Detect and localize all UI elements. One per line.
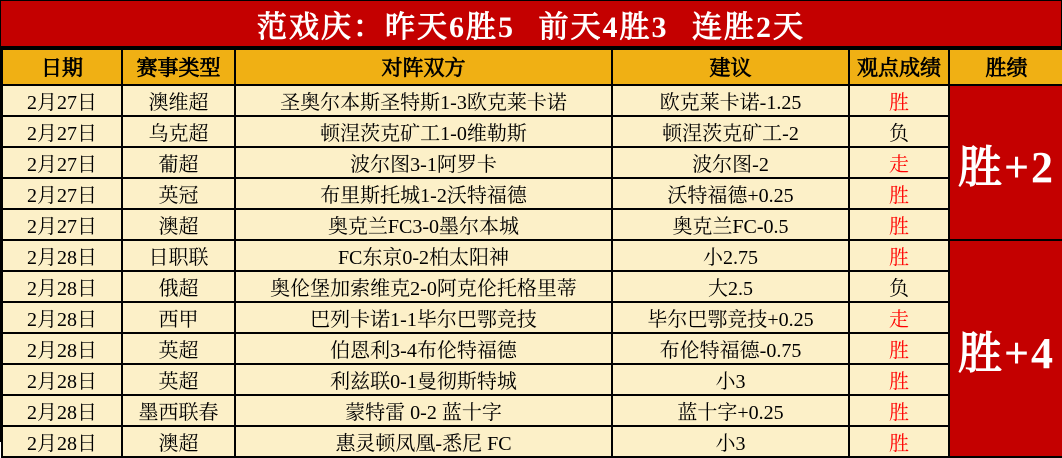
- column-header-match: 对阵双方: [235, 49, 612, 85]
- tip-cell: 小3: [612, 426, 849, 457]
- table-row: [2, 147, 1062, 178]
- streak-cell: 胜+4: [949, 240, 1062, 457]
- match-cell: 利兹联0-1曼彻斯特城: [235, 364, 612, 395]
- match-cell: FC东京0-2柏太阳神: [235, 240, 612, 271]
- table-row: [2, 333, 1062, 364]
- column-header-result: 观点成绩: [849, 49, 949, 85]
- table-header-row: [2, 49, 1062, 85]
- league-cell: 俄超: [122, 271, 235, 302]
- tip-cell: 欧克莱卡诺-1.25: [612, 85, 849, 116]
- tip-cell: 顿涅茨克矿工-2: [612, 116, 849, 147]
- column-header-date: 日期: [2, 49, 122, 85]
- league-cell: 葡超: [122, 147, 235, 178]
- league-cell: 乌克超: [122, 116, 235, 147]
- table-row: [2, 209, 1062, 240]
- streak-cell: 胜+2: [949, 85, 1062, 240]
- date-cell: 2月28日: [2, 364, 122, 395]
- match-cell: 波尔图3-1阿罗卡: [235, 147, 612, 178]
- table-row: [2, 85, 1062, 116]
- match-cell: 圣奥尔本斯圣特斯1-3欧克莱卡诺: [235, 85, 612, 116]
- tip-cell: 小3: [612, 364, 849, 395]
- header-banner: [1, 1, 1061, 48]
- result-cell: 胜: [849, 364, 949, 395]
- tip-cell: 蓝十字+0.25: [612, 395, 849, 426]
- table-row: [2, 116, 1062, 147]
- match-cell: 布里斯托城1-2沃特福德: [235, 178, 612, 209]
- match-cell: 伯恩利3-4布伦特福德: [235, 333, 612, 364]
- league-cell: 英超: [122, 333, 235, 364]
- tip-cell: 毕尔巴鄂竞技+0.25: [612, 302, 849, 333]
- date-cell: 2月28日: [2, 271, 122, 302]
- column-header-streak: 胜绩: [949, 49, 1062, 85]
- tip-cell: 布伦特福德-0.75: [612, 333, 849, 364]
- column-header-league: 赛事类型: [122, 49, 235, 85]
- league-cell: 日职联: [122, 240, 235, 271]
- date-cell: 2月27日: [2, 209, 122, 240]
- match-cell: 顿涅茨克矿工1-0维勒斯: [235, 116, 612, 147]
- date-cell: 2月28日: [2, 240, 122, 271]
- column-header-tip: 建议: [612, 49, 849, 85]
- match-cell: 巴列卡诺1-1毕尔巴鄂竞技: [235, 302, 612, 333]
- league-cell: 澳维超: [122, 85, 235, 116]
- tip-cell: 波尔图-2: [612, 147, 849, 178]
- league-cell: 澳超: [122, 209, 235, 240]
- league-cell: 澳超: [122, 426, 235, 457]
- table-row: [2, 240, 1062, 271]
- league-cell: 英冠: [122, 178, 235, 209]
- result-cell: 胜: [849, 85, 949, 116]
- league-cell: 西甲: [122, 302, 235, 333]
- result-cell: 胜: [849, 240, 949, 271]
- league-cell: 英超: [122, 364, 235, 395]
- match-cell: 奥伦堡加索维克2-0阿克伦托格里蒂: [235, 271, 612, 302]
- date-cell: 2月28日: [2, 426, 122, 457]
- match-cell: 奥克兰FC3-0墨尔本城: [235, 209, 612, 240]
- date-cell: 2月27日: [2, 178, 122, 209]
- result-cell: 负: [849, 116, 949, 147]
- match-cell: 惠灵顿凤凰-悉尼 FC: [235, 426, 612, 457]
- results-table: [1, 48, 1062, 458]
- banner-title: 范戏庆：昨天6胜5 前天4胜3 连胜2天: [257, 10, 805, 44]
- tip-cell: 小2.75: [612, 240, 849, 271]
- date-cell: 2月27日: [2, 147, 122, 178]
- table-row: [2, 302, 1062, 333]
- tip-cell: 奥克兰FC-0.5: [612, 209, 849, 240]
- result-cell: 负: [849, 271, 949, 302]
- date-cell: 2月28日: [2, 395, 122, 426]
- result-cell: 胜: [849, 333, 949, 364]
- date-cell: 2月28日: [2, 302, 122, 333]
- result-cell: 胜: [849, 209, 949, 240]
- date-cell: 2月27日: [2, 116, 122, 147]
- tip-cell: 大2.5: [612, 271, 849, 302]
- tip-cell: 沃特福德+0.25: [612, 178, 849, 209]
- date-cell: 2月27日: [2, 85, 122, 116]
- result-cell: 胜: [849, 395, 949, 426]
- result-cell: 走: [849, 302, 949, 333]
- table-row: [2, 178, 1062, 209]
- match-cell: 蒙特雷 0-2 蓝十字: [235, 395, 612, 426]
- result-cell: 胜: [849, 426, 949, 457]
- date-cell: 2月28日: [2, 333, 122, 364]
- table-row: [2, 271, 1062, 302]
- table-row: [2, 395, 1062, 426]
- result-cell: 走: [849, 147, 949, 178]
- table-row: [2, 364, 1062, 395]
- league-cell: 墨西联春: [122, 395, 235, 426]
- result-cell: 胜: [849, 178, 949, 209]
